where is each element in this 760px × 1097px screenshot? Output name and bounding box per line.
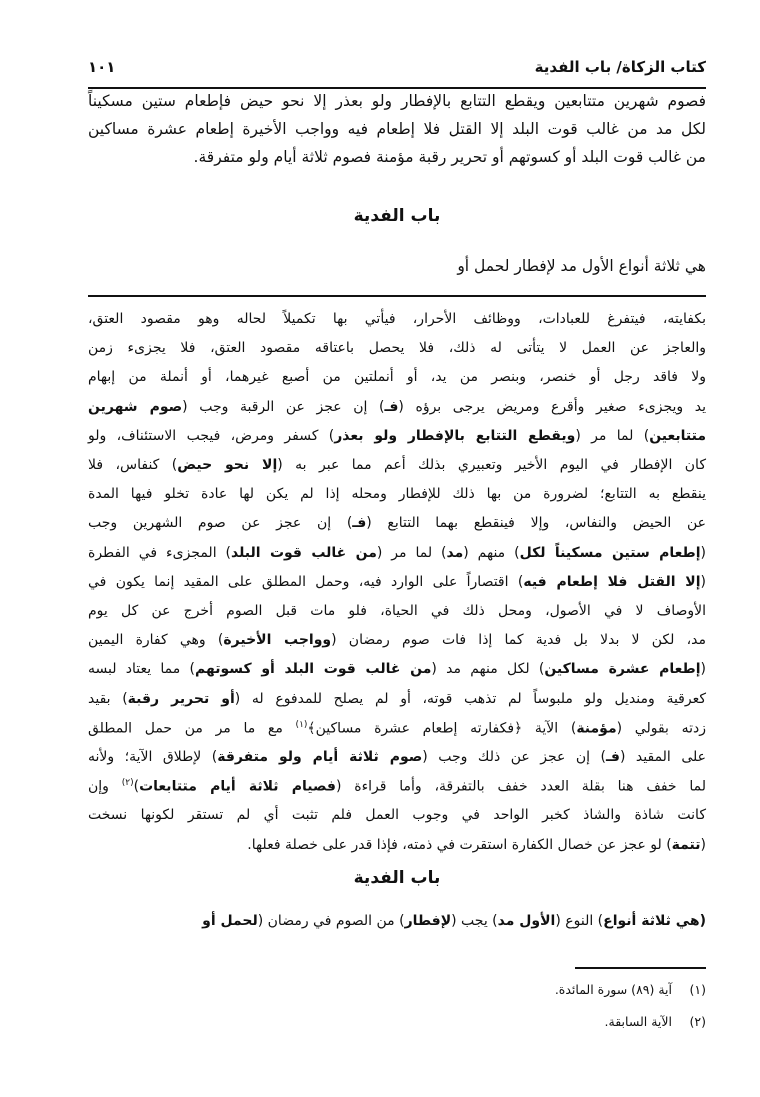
- text-segment: ) الآية ﴿فكفارته إطعام عشرة مساكين﴾: [307, 720, 577, 737]
- text-segment: ) بقيد: [88, 690, 128, 707]
- text-segment: ) لما مر (: [575, 427, 650, 444]
- matn-quote: (هي ثلاثة أنواع: [603, 913, 706, 929]
- text-segment: ) المجزىء في الفطرة: [88, 544, 231, 561]
- text-segment: (: [700, 544, 706, 561]
- matn-quote: صوم ثلاثة أيام ولو متفرقة: [217, 749, 423, 765]
- text-segment: مع ما مر من حمل المطلق: [88, 720, 296, 737]
- commentary-line: [88, 399, 706, 415]
- matn-quote: صوم شهرين: [88, 398, 183, 415]
- text-segment: ) لكل منهم مد (: [431, 661, 545, 678]
- text-segment: كانت شاذة والشاذ كخبر الواحد في وجوب العمل فلم تثبت أي لم تستقر لكونها نسخت: [88, 807, 706, 824]
- matn-quote: مؤمنة: [576, 720, 617, 737]
- text-segment: ) وهي كفارة اليمين: [88, 632, 224, 649]
- text-segment: ): [133, 778, 140, 795]
- footnote-ref: (١): [295, 719, 308, 730]
- main-text-line: [88, 120, 706, 138]
- text-segment: (: [700, 661, 707, 678]
- commentary-line: [88, 807, 706, 823]
- commentary-line: [88, 574, 706, 590]
- commentary-line: [88, 661, 706, 677]
- matn-quote: فـ: [606, 749, 620, 765]
- commentary-line: [88, 515, 706, 531]
- main-text-line: هي ثلاثة أنواع الأول مد لإفطار لحمل أو: [457, 257, 706, 275]
- text-segment: ) منهم (: [463, 544, 520, 561]
- text-segment: ولا فاقد رجل أو خنصر، وبنصر من يد، أو أنملتين من أصبع غيرهما، أو أنملة من إبهام: [88, 369, 706, 386]
- text-segment: كان الإفطار في اليوم الأخير وتعبيري بذلك أعم مما عبر به (: [277, 457, 706, 473]
- matn-quote: وواجب الأخيرة: [223, 632, 332, 649]
- matn-quote: فـ: [384, 398, 399, 415]
- commentary-line: [88, 749, 706, 765]
- section-heading: باب الفدية: [353, 206, 441, 226]
- commentary-line: [88, 428, 706, 444]
- text-commentary-divider: [88, 295, 706, 297]
- text-segment: لما خفف هنا بقلة العدد خفف بالتفرقة، وأما قراءة (: [335, 778, 706, 795]
- header-rule: [88, 87, 706, 89]
- commentary-line: [88, 720, 706, 737]
- text-segment: (: [700, 836, 706, 853]
- commentary-line: [88, 545, 706, 561]
- commentary-line: [88, 913, 706, 929]
- commentary-line: [88, 778, 706, 795]
- text-segment: ) لو عجز عن خصال الكفارة استقرت في ذمته، فإذا قدر على خصلة فعلها.: [247, 836, 672, 853]
- matn-quote: من غالب قوت البلد أو كسوتهم: [195, 661, 432, 678]
- footnote-number: (١): [689, 982, 706, 997]
- commentary-heading: باب الفدية: [353, 868, 441, 888]
- text-segment: ) من الصوم في رمضان (: [257, 913, 405, 929]
- commentary-line: [88, 603, 706, 619]
- text-segment: ) كنفاس، فلا: [88, 457, 178, 473]
- text-segment: ينقطع به التتابع؛ لضرورة من بها ذلك للإفطار ومحله إذا لم يكن لها عادة تخلو فيها المدة: [88, 486, 706, 503]
- matn-quote: إلا نحو حيض: [177, 457, 278, 473]
- page-number: ١٠١: [88, 58, 116, 76]
- text-segment: يد ويجزىء صغير وأقرع ومريض يرجى برؤه (: [398, 398, 706, 415]
- running-header: [88, 58, 706, 82]
- text-segment: ) يجب (: [451, 913, 498, 929]
- matn-quote: لإفطار: [404, 913, 452, 929]
- text-segment: ) لما مر (: [376, 544, 447, 561]
- main-text-line: [88, 148, 706, 166]
- matn-quote: الأول مد: [497, 913, 556, 929]
- text-segment: ) كسفر ومرض، فيجب الاستئناف، ولو: [88, 427, 335, 444]
- text-segment: زدته بقولي (: [616, 720, 706, 737]
- text-segment: ) إن عجز عن الرقبة وجب (: [182, 398, 385, 415]
- commentary-line: [88, 486, 706, 502]
- text-segment: ) لإطلاق الآية؛ ولأنه: [88, 749, 218, 765]
- commentary-line: [88, 311, 706, 327]
- matn-quote: أو تحرير رقبة: [127, 690, 235, 707]
- matn-quote: من غالب قوت البلد: [231, 544, 377, 561]
- matn-quote: تتمة: [671, 836, 701, 853]
- text-segment: لكل مد من غالب قوت البلد إلا القتل فلا إطعام فيه وواجب الأخيرة إطعام عشرة مساكين: [88, 120, 706, 138]
- text-segment: ) إن عجز عن ذلك وجب (: [422, 749, 606, 765]
- text-segment: (: [700, 573, 707, 590]
- main-text-line: [88, 92, 706, 110]
- commentary-line: [88, 457, 706, 473]
- commentary-line: [88, 691, 706, 707]
- text-segment: بكفايته، فيتفرغ للعبادات، ووظائف الأحرار، فيأتي بها تكميلاً لحاله وهو مقصود العتق،: [88, 311, 706, 327]
- text-segment: فصوم شهرين متتابعين ويقطع التتابع بالإفطار ولو بعذر إلا نحو حيض فإطعام ستين مسكيناً: [88, 92, 706, 110]
- chapter-title: كتاب الزكاة/ باب الفدية: [534, 58, 706, 76]
- commentary-line: [88, 369, 706, 385]
- commentary-line: [88, 340, 706, 356]
- matn-quote: فصيام ثلاثة أيام متتابعات: [139, 778, 336, 795]
- commentary-line: [88, 837, 706, 853]
- text-segment: على المقيد (: [619, 749, 706, 765]
- text-segment: مد، لكن لا بدلا بل فدية كما إذا فات صوم رمضان (: [331, 632, 706, 649]
- matn-quote: ويقطع التتابع بالإفطار ولو بعذر: [334, 427, 576, 444]
- footnote-rule: [575, 967, 706, 969]
- matn-quote: مد: [446, 544, 464, 561]
- text-segment: ) اقتصاراً على الوارد فيه، وحمل المطلق على المقيد إنما يكون في: [88, 573, 524, 590]
- footnote-2: [605, 1014, 706, 1029]
- text-segment: الأوصاف لا في الأصول، ومحل ذلك في الحياة، فلو مات قبل الصوم أخرج عن كل يوم: [88, 603, 706, 619]
- text-segment: وإن: [88, 778, 122, 795]
- text-segment: كعرقية ومنديل ولو ملبوساً لم تذهب قوته، أو لم يصلح للمدفوع له (: [234, 690, 707, 707]
- footnote-text: آية (٨٩) سورة المائدة.: [554, 982, 673, 997]
- text-segment: ) إن عجز عن صوم الشهرين وجب: [88, 515, 353, 532]
- text-segment: ) النوع (: [555, 913, 604, 929]
- text-segment: ) مما يعتاد لبسه: [88, 661, 195, 678]
- footnote-ref: (٢): [121, 778, 134, 789]
- text-segment: عن الحيض والنفاس، وإلا فينقطع بهما التتابع (: [366, 515, 706, 532]
- commentary-line: [88, 632, 706, 648]
- text-segment: والعاجز عن العمل لا يتأتى له ذلك، فلا يحصل باعتاقه مقصود العتق، فلا يجزىء زمن: [88, 340, 706, 357]
- matn-quote: لحمل أو: [202, 913, 258, 929]
- matn-quote: فـ: [352, 515, 367, 532]
- matn-quote: متتابعين: [649, 427, 707, 444]
- matn-quote: إلا القتل فلا إطعام فيه: [523, 573, 701, 590]
- footnote-1: [555, 982, 706, 997]
- matn-quote: إطعام عشرة مساكين: [544, 661, 701, 678]
- footnote-number: (٢): [689, 1014, 706, 1029]
- footnote-text: الآية السابقة.: [604, 1014, 673, 1029]
- matn-quote: إطعام ستين مسكيناً لكل: [519, 544, 701, 561]
- text-segment: من غالب قوت البلد أو كسوتهم أو تحرير رقبة مؤمنة فصوم ثلاثة أيام ولو متفرقة.: [193, 148, 706, 166]
